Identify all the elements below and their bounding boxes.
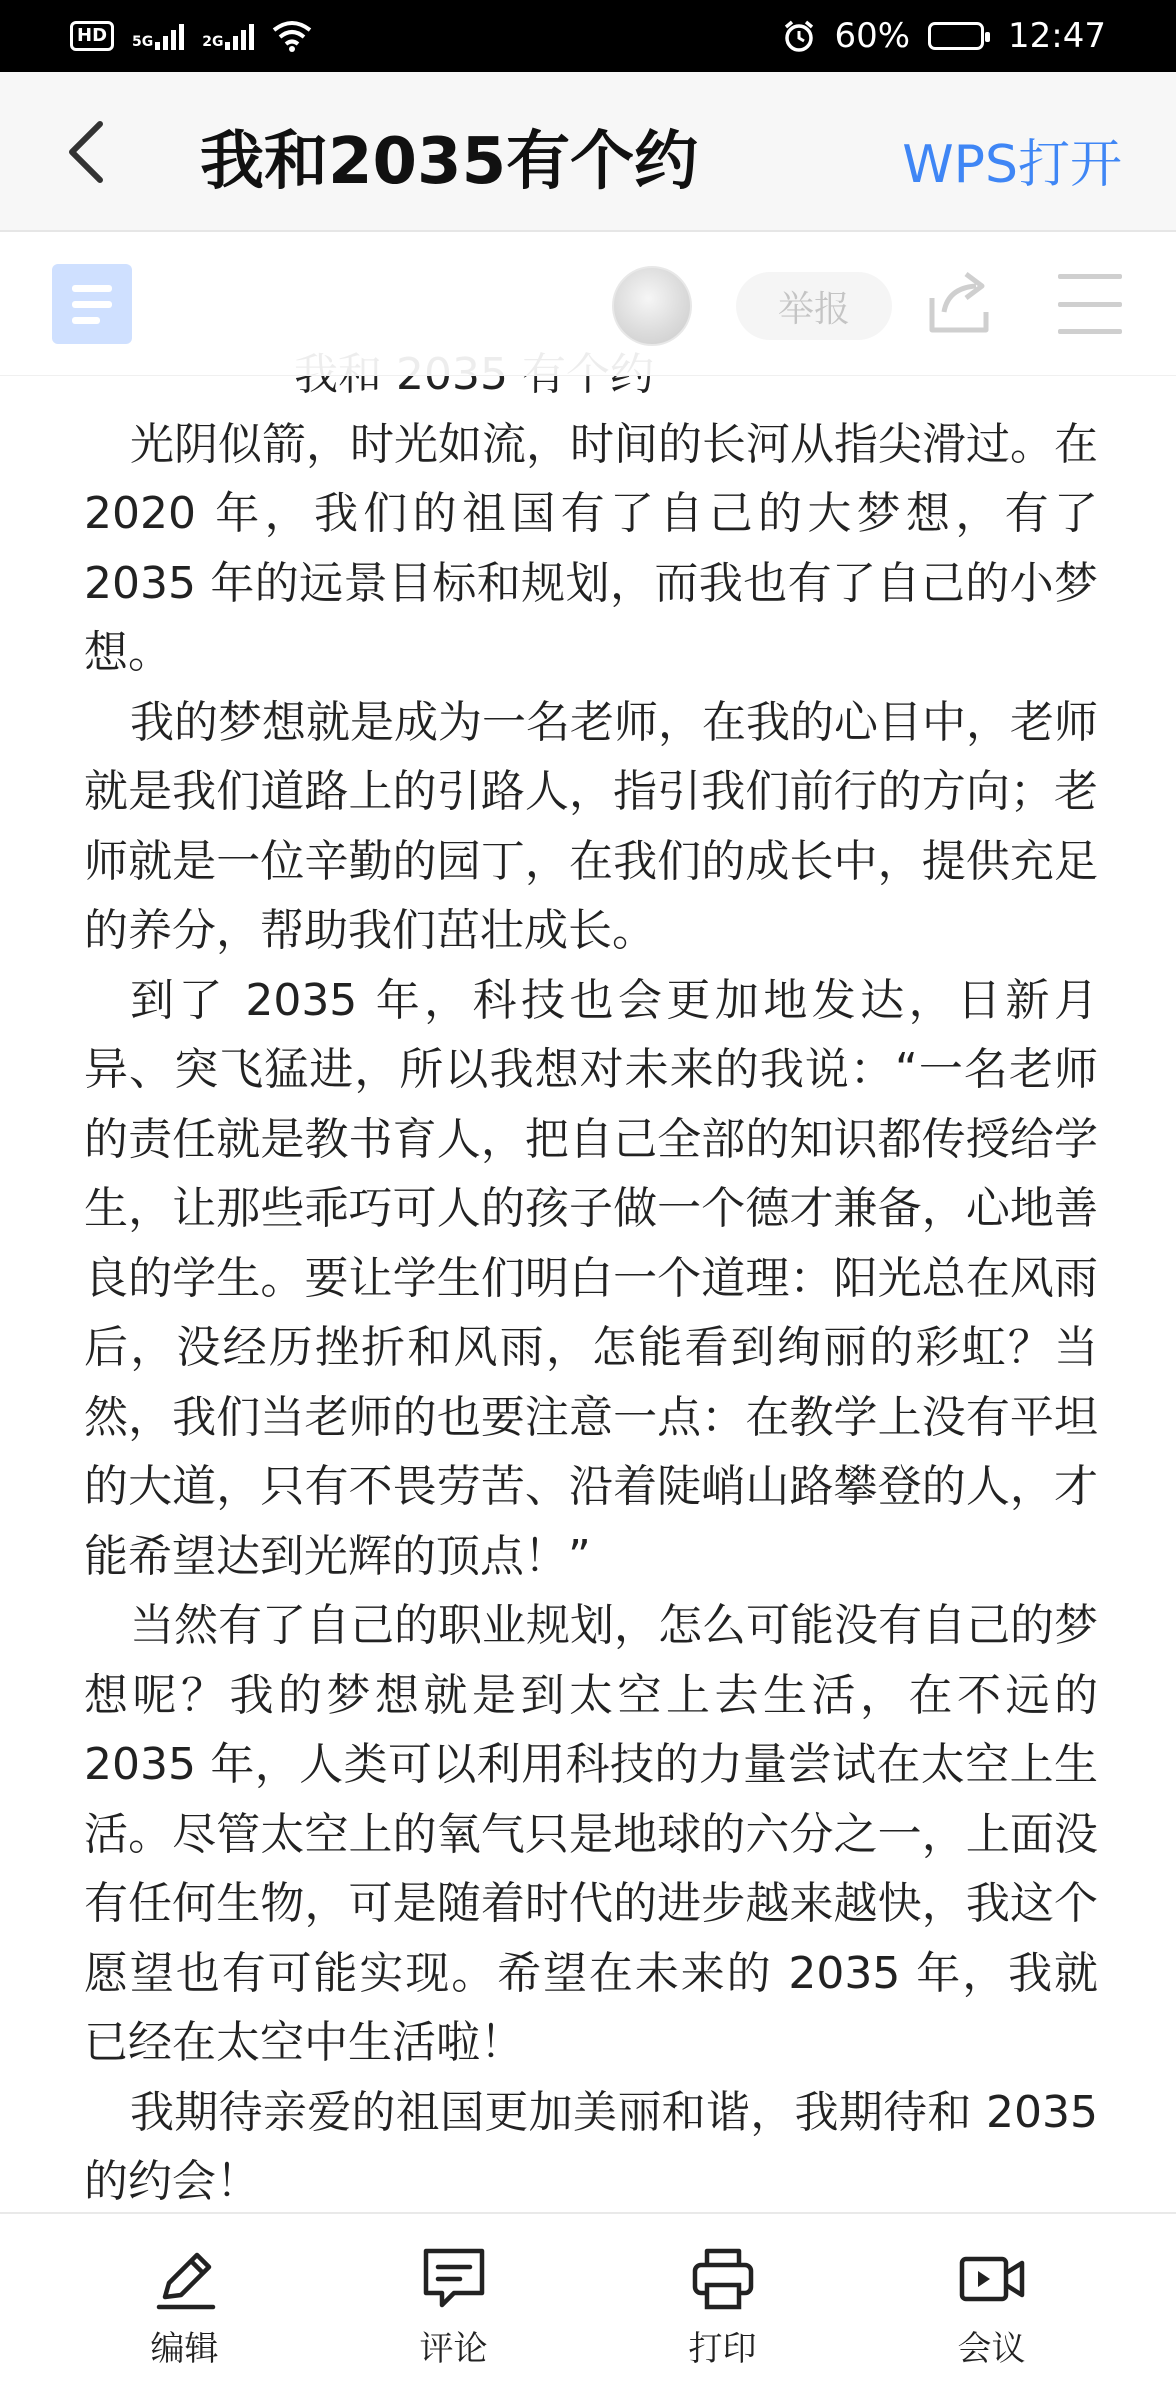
status-right [782, 16, 1106, 56]
hd-badge: HD [70, 21, 114, 51]
edit-button[interactable] [110, 2245, 260, 2370]
share-icon [924, 268, 994, 338]
pencil-icon [151, 2245, 219, 2313]
outline-button[interactable] [52, 264, 132, 344]
paragraph: 到了 2035 年，科技也会更加地发达，日新月异、突飞猛进，所以我想对未来的我说：“一名老师的责任就是教书育人，把自己全部的知识都传授给学生，让那些乖巧可人的孩子做一个德才兼备，心地善良的学生。要让学生们明白一个道理：阳光总在风雨后，没经历挫折和风雨，怎能看到绚丽的彩虹？当然，我们当老师的也要注意一点：在教学上没有平坦的大道，只有不畏劳苦、沿着陡峭山路攀登的人，才能希望达到光辉的顶点！” [84, 974, 1098, 1582]
bottom-action-bar [0, 2212, 1176, 2400]
battery-percent: 60% [834, 16, 911, 56]
paragraph: 我的梦想就是成为一名老师，在我的心目中，老师就是我们道路上的引路人，指引我们前行的方向；老师就是一位辛勤的园丁，在我们的成长中，提供充足的养分，帮助我们茁壮成长。 [84, 696, 1098, 956]
document-toolbar [0, 232, 1176, 376]
status-left [70, 20, 312, 52]
comment-icon [420, 2245, 488, 2313]
edit-label: 编辑 [150, 2328, 219, 2369]
paragraph: 光阴似箭，时光如流，时间的长河从指尖滑过。在 2020 年，我们的祖国有了自己的大梦想，有了 2035 年的远景目标和规划，而我也有了自己的小梦想。 [84, 418, 1098, 678]
meeting-button[interactable] [917, 2245, 1067, 2370]
battery-icon [928, 22, 984, 50]
alarm-icon [782, 19, 816, 53]
comment-label: 评论 [419, 2328, 488, 2369]
status-bar [0, 0, 1176, 72]
menu-button[interactable] [1058, 274, 1122, 334]
open-with-wps-button[interactable]: WPS打开 [902, 135, 1122, 195]
document-body [0, 340, 1176, 2217]
wifi-icon [272, 20, 312, 52]
printer-icon [689, 2245, 757, 2313]
page-title: 我和2035有个约 [200, 125, 699, 199]
print-button[interactable] [648, 2245, 798, 2370]
report-button[interactable]: 举报 [736, 272, 892, 340]
clock: 12:47 [1008, 16, 1106, 56]
chevron-left-icon [66, 120, 106, 184]
sim2-label: 2G [202, 34, 224, 50]
title-bar [0, 72, 1176, 232]
paragraph: 当然有了自己的职业规划，怎么可能没有自己的梦想呢？我的梦想就是到太空上去生活，在不远的 2035 年，人类可以利用科技的力量尝试在太空上生活。尽管太空上的氧气只是地球的六分之一，上面没有任何生物，可是随着时代的进步越来越快，我这个愿望也有可能实现。希望在未来的 2035 年，我就已经在太空中生活啦！ [84, 1600, 1098, 2068]
share-button[interactable] [924, 268, 994, 338]
sim1-label: 5G [132, 34, 154, 50]
print-label: 打印 [688, 2328, 757, 2369]
video-icon [958, 2245, 1026, 2313]
signal-sim2-icon [202, 22, 254, 50]
comment-button[interactable] [379, 2245, 529, 2370]
avatar[interactable] [612, 266, 692, 346]
back-button[interactable] [56, 114, 116, 190]
meeting-label: 会议 [957, 2328, 1026, 2369]
paragraph: 我期待亲爱的祖国更加美丽和谐，我期待和 2035 的约会！ [84, 2086, 1098, 2207]
signal-sim1-icon [132, 22, 184, 50]
